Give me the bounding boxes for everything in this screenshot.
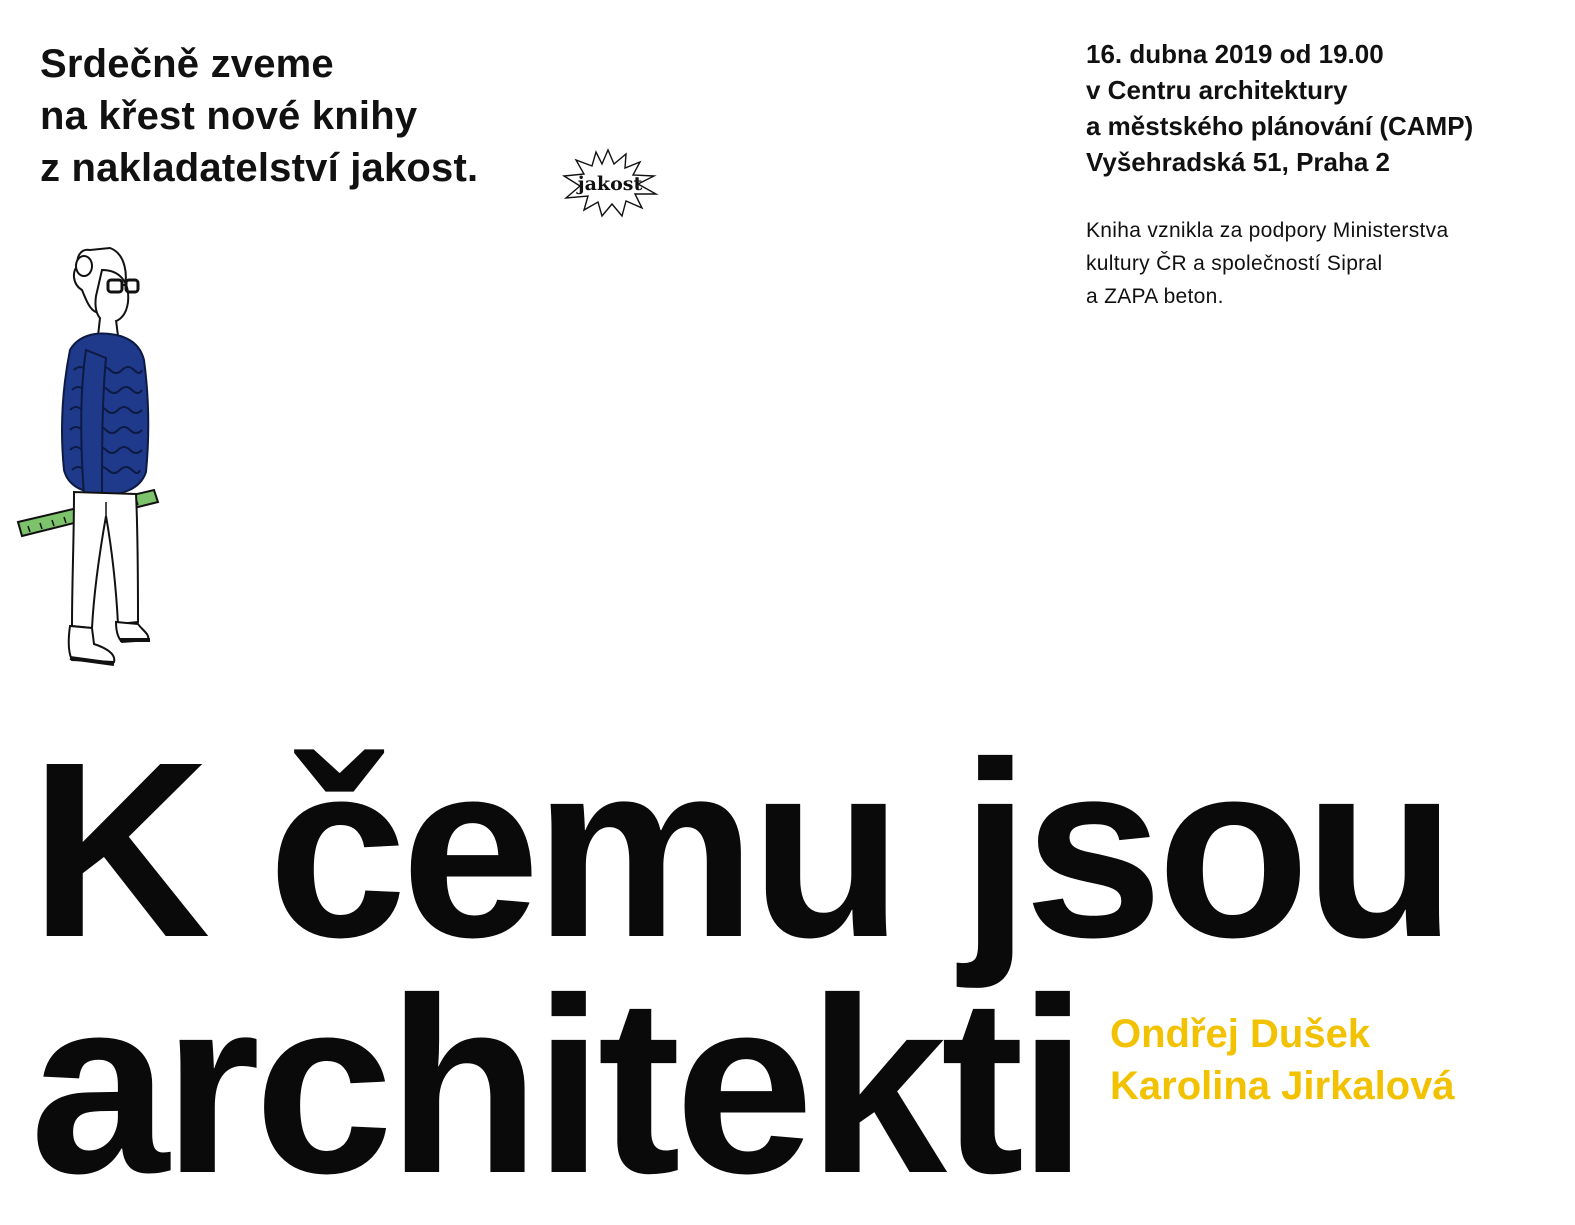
support-text — [1086, 214, 1566, 313]
authors — [1110, 1008, 1455, 1112]
book-title-line-1: K čemu jsou — [30, 710, 1451, 989]
invite-line-2: na křest nové knihy — [40, 94, 418, 138]
author-1: Ondřej Dušek — [1110, 1012, 1371, 1056]
event-venue-1: v Centru architektury — [1086, 75, 1348, 105]
author-2: Karolina Jirkalová — [1110, 1064, 1455, 1108]
invite-line-1: Srdečně zveme — [40, 42, 334, 86]
event-venue-2: a městského plánování (CAMP) — [1086, 111, 1474, 141]
support-line-2: kultury ČR a společností Sipral — [1086, 252, 1383, 275]
event-date: 16. dubna 2019 od 19.00 — [1086, 39, 1384, 69]
woman-with-ruler-illustration — [10, 240, 170, 690]
invite-line-3: z nakladatelství jakost. — [40, 146, 479, 190]
event-address: Vyšehradská 51, Praha 2 — [1086, 147, 1391, 177]
book-title — [30, 710, 1451, 1225]
event-info — [1086, 36, 1566, 180]
support-line-3: a ZAPA beton. — [1086, 285, 1224, 308]
book-title-line-2: architekti — [30, 946, 1082, 1225]
support-line-1: Kniha vznikla za podpory Ministerstva — [1086, 219, 1449, 242]
jakost-logo — [560, 148, 660, 218]
logo-text: jakost — [577, 173, 643, 195]
